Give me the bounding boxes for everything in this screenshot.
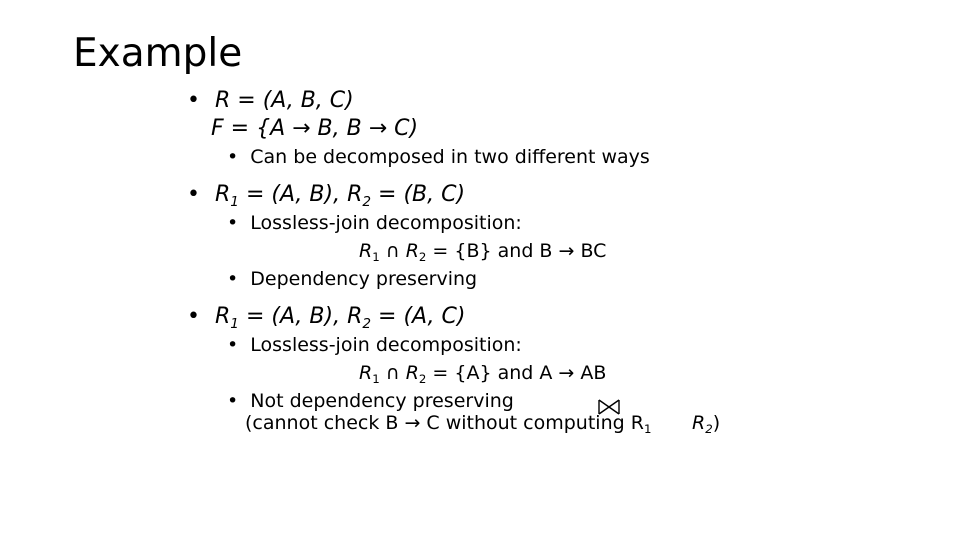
lossless-expression-2 — [359, 362, 607, 387]
lossless-expression-1 — [359, 240, 607, 265]
bullet-2 — [187, 182, 466, 210]
relation-r: R = (A, B, C) — [214, 88, 354, 113]
expr-r: R — [359, 240, 373, 262]
note-sub: 2 — [705, 422, 713, 437]
expr-rest: = {A} and A → AB — [426, 362, 607, 384]
expr-rest: = {B} and B → BC — [426, 240, 607, 262]
fd-set-f: F = {A → B, B → C) — [211, 116, 419, 141]
sub-bullet-not-dependency — [227, 392, 514, 411]
r1-label: R — [214, 182, 231, 207]
r2-subscript: 2 — [362, 193, 372, 210]
r1-subscript: 1 — [230, 315, 239, 332]
expr-sub: 1 — [372, 250, 380, 265]
expr-intersect: ∩ R — [379, 240, 419, 262]
sub-bullet-dependency-1 — [227, 270, 477, 289]
sub-bullet-text: Can be decomposed in two different ways — [250, 146, 650, 168]
sub-bullet-lossless-2 — [227, 336, 522, 355]
bullet-dot: • — [187, 182, 200, 207]
bullet-dot: • — [227, 146, 239, 168]
r1-r2-text: = (A, B), R — [238, 182, 363, 207]
note-close-paren: ) — [712, 412, 721, 434]
r1-subscript: 1 — [230, 193, 239, 210]
bullet-dot: • — [187, 304, 200, 329]
expr-sub: 2 — [418, 250, 427, 265]
r1-r2-text: = (A, B), R — [238, 304, 363, 329]
note-r2: R — [692, 412, 706, 434]
sub-bullet-text: Dependency preserving — [250, 268, 478, 290]
bullet-dot: • — [227, 212, 239, 234]
r1-label: R — [214, 304, 231, 329]
r2-text: = (B, C) — [371, 182, 466, 207]
expr-sub: 1 — [372, 372, 380, 387]
cannot-check-r2 — [692, 412, 721, 437]
sub-bullet-text: Lossless-join decomposition: — [250, 334, 522, 356]
note-text: (cannot check B → C without computing R — [245, 412, 644, 434]
sub-bullet-lossless-1 — [227, 214, 522, 233]
r2-text: = (A, C) — [371, 304, 466, 329]
expr-intersect: ∩ R — [379, 362, 419, 384]
bullet-3 — [187, 304, 466, 332]
bullet-1 — [187, 90, 354, 112]
slide-title: Example — [73, 31, 243, 76]
bullet-dot: • — [187, 88, 200, 113]
sub-bullet-text: Lossless-join decomposition: — [250, 212, 522, 234]
bullet-dot: • — [227, 268, 239, 290]
cannot-check-note — [245, 412, 652, 437]
bullet-dot: • — [227, 390, 239, 412]
r2-subscript: 2 — [362, 315, 372, 332]
bullet-dot: • — [227, 334, 239, 356]
note-sub: 1 — [643, 422, 652, 437]
expr-r: R — [359, 362, 373, 384]
sub-bullet-text: Not dependency preserving — [250, 390, 514, 412]
sub-bullet-decomposed — [227, 148, 650, 167]
expr-sub: 2 — [418, 372, 427, 387]
natural-join-icon — [596, 398, 622, 416]
